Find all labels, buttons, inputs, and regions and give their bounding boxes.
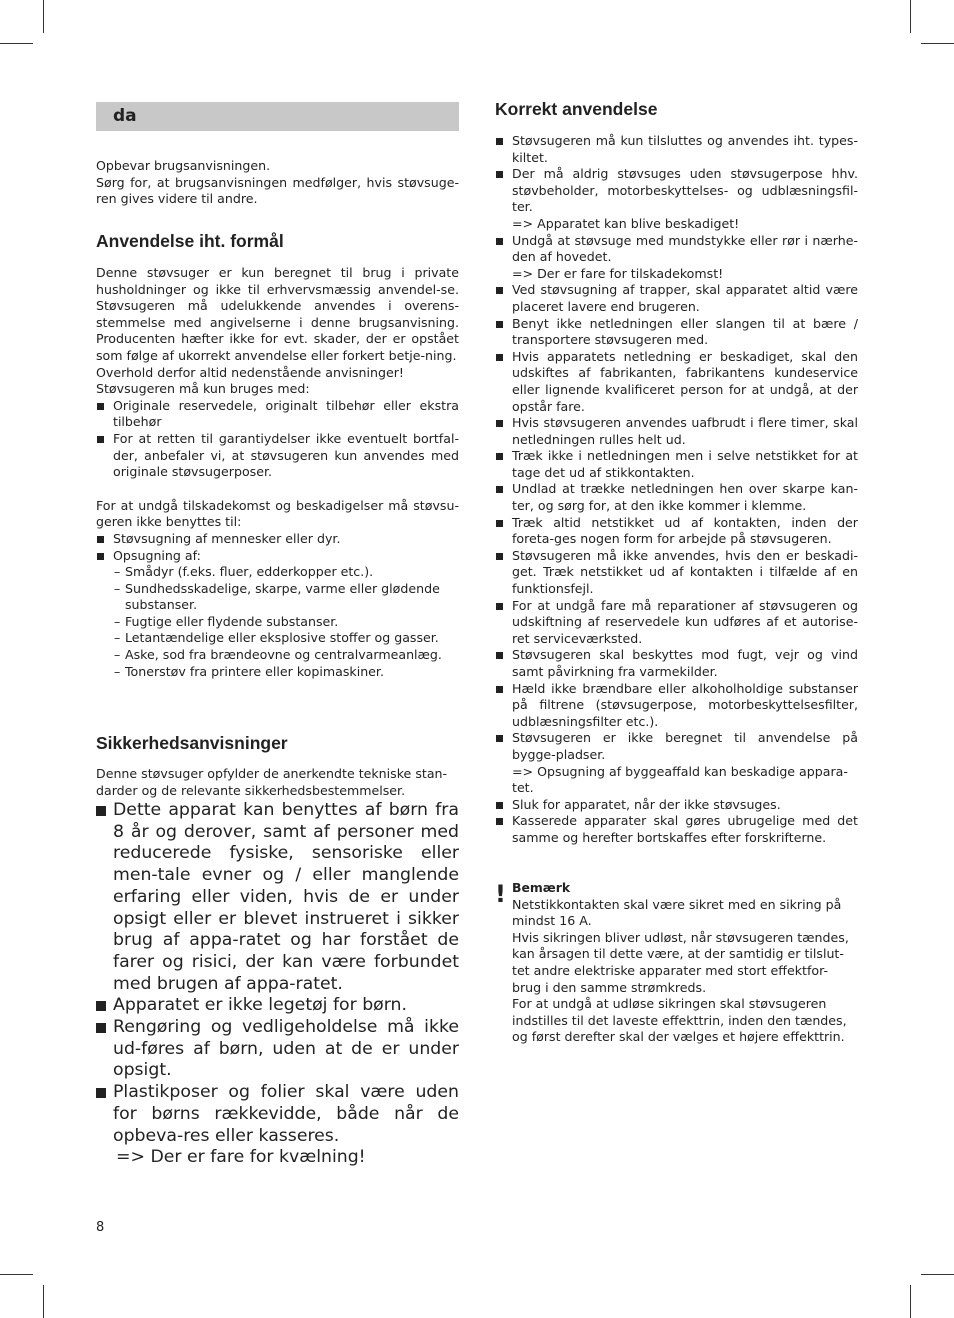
note-text: For at undgå at udløse sikringen skal støvsugeren indstilles til det laveste effekttrin, inden den tændes, og først derefter skal der vælges et højere effekttrin. [512, 996, 847, 1045]
intro-line: Opbevar brugsanvisningen. [96, 158, 271, 173]
list-item: Dette apparat kan benyttes af børn fra 8 år og derover, samt af personer med reducerede fysiske, sensoriske eller men-tale evner og / eller manglende erfaring eller viden, hvis de er under opsigt eller er blevet instrueret i sikker brug af appa-ratet og har forstået de farer og risici, der kan være forbundet med brugen af appa-ratet. [96, 800, 459, 995]
dash-item: – Letantændelige eller eksplosive stoffer og gasser. [114, 630, 439, 646]
list-item-note: => Apparatet kan blive beskadiget! [512, 215, 740, 231]
crop-mark [43, 1285, 44, 1318]
list-item: Ved støvsugning af trapper, skal apparatet altid være placeret lavere end brugeren. [495, 282, 858, 315]
list-item: Støvsugning af mennesker eller dyr. [96, 531, 459, 548]
intro-line: Sørg for, at brugsanvisningen medfølger, hvis støvsuge-ren gives videre til andre. [96, 174, 459, 207]
section2-intro [96, 766, 459, 799]
page-number: 8 [96, 1220, 105, 1235]
dash-item: – Tonerstøv fra printere eller kopimaskiner. [114, 663, 384, 679]
crop-mark [921, 43, 954, 44]
crop-mark [43, 0, 44, 33]
warning-note: => Der er fare for kvælning! [116, 1147, 366, 1168]
list-item: Sluk for apparatet, når der ikke støvsuges. [495, 797, 858, 814]
list-item: Benyt ikke netledningen eller slangen til at bære / transportere støvsugeren med. [495, 316, 858, 349]
list-item: Undgå at støvsuge med mundstykke eller rør i nærhe-den af hovedet. => Der er fare for tilskadekomst! [495, 233, 858, 283]
paragraph: Støvsugeren må kun bruges med: [96, 381, 310, 397]
note-text: Hvis sikringen bliver udløst, når støvsugeren tændes, kan årsagen til dette være, at der samtidig er tilslut-tet andre elektriske apparater med stort effektfor-brug i den samme strømkreds. [512, 929, 849, 995]
section-title: Sikkerhedsanvisninger [96, 733, 288, 753]
list-item: For at retten til garantiydelser ikke eventuelt bortfal-der, anbefaler vi, at støvsugeren kun anvendes med originale støvsugerposer. [96, 431, 459, 481]
list-item: Hvis støvsugeren anvendes uafbrudt i flere timer, skal netledningen rulles helt ud. [495, 415, 858, 448]
dash-item: – Sundhedsskadelige, skarpe, varme eller glødende substanser. [114, 580, 440, 613]
crop-mark [910, 1285, 911, 1318]
list-item: Opsugning af: [96, 548, 459, 565]
section-title: Anvendelse iht. formål [96, 231, 284, 251]
list-item: Apparatet er ikke legetøj for børn. [96, 995, 459, 1017]
list-item: Plastikposer og folier skal være uden for børns rækkevidde, både når de opbeva-res eller kasseres. [96, 1082, 459, 1147]
note-text: Netstikkontakten skal være sikret med en sikring på mindst 16 A. [512, 896, 842, 929]
list-item: Originale reservedele, originalt tilbehør eller ekstra tilbehør [96, 398, 459, 431]
dash-item: – Fugtige eller flydende substanser. [114, 613, 339, 629]
exclamation-icon: ! [495, 880, 506, 908]
crop-mark [0, 43, 33, 44]
list-item: Støvsugeren må kun tilsluttes og anvendes iht. types-kiltet. [495, 133, 858, 166]
list-item: Rengøring og vedligeholdelse må ikke ud-føres af børn, uden at de er under opsigt. [96, 1017, 459, 1082]
language-bar [96, 102, 459, 131]
list-item: Støvsugeren skal beskyttes mod fugt, vejr og vind samt påvirkning fra varmekilder. [495, 647, 858, 680]
list-item: Der må aldrig støvsuges uden støvsugerpose hhv. støvbeholder, motorbeskyttelses- og udblæsningsfil-ter. => Apparatet kan blive beskadiget! [495, 166, 858, 232]
list-item: Træk altid netstikket ud af kontakten, inden der foreta-ges nogen form for arbejde på støvsugeren. [495, 515, 858, 548]
paragraph: Denne støvsuger er kun beregnet til brug i private husholdninger og ikke til erhvervsmæssig anvendel-se. Støvsugeren må udelukkende anvendes i overens-stemmelse med angivelserne i denne brugsanvisning. Producenten hæfter ikke for evt. skader, der er opstået som følge af ukorrekt anvendelse eller forkert betje-ning. [96, 265, 459, 363]
section-title: Korrekt anvendelse [495, 99, 658, 119]
paragraph: For at undgå tilskadekomst og beskadigelser må støvsu-geren ikke benyttes til: [96, 497, 459, 530]
note-title: Bemærk [512, 880, 571, 895]
crop-mark [910, 0, 911, 33]
list-item-note: => Opsugning af byggeaffald kan beskadige appara-tet. [512, 763, 848, 796]
list-item: Kasserede apparater skal gøres ubrugelige med det samme og herefter bortskaffes efter forskrifterne. [495, 813, 858, 846]
list-item: For at undgå fare må reparationer af støvsugeren og udskiftning af reservedele kun udføres af et autorise-ret serviceværksted. [495, 598, 858, 648]
list-item: Hvis apparatets netledning er beskadiget, skal den udskiftes af fabrikanten, fabrikantens kundeservice eller lignende kvalificeret person for at undgå, at der opstår fare. [495, 349, 858, 415]
list-item: Støvsugeren må ikke anvendes, hvis den er beskadi-get. Træk netstikket ud af kontakten i tilfælde af en funktionsfejl. [495, 548, 858, 598]
list-item: Træk ikke i netledningen men i selve netstikket for at tage det ud af stikkontakten. [495, 448, 858, 481]
list-item-note: => Der er fare for tilskadekomst! [512, 265, 724, 281]
language-code: da [113, 106, 137, 126]
list-item: Hæld ikke brændbare eller alkoholholdige substanser på filtrene (støvsugerpose, motorbeskyttelsesfilter, udblæsningsfilter etc.). [495, 681, 858, 731]
intro-text [96, 158, 459, 208]
crop-mark [921, 1274, 954, 1275]
paragraph: Denne støvsuger opfylder de anerkendte tekniske stan-darder og de relevante sikkerhedsbestemmelser. [96, 766, 448, 798]
list-item: Støvsugeren er ikke beregnet til anvendelse på bygge-pladser. => Opsugning af byggeaffald kan beskadige appara-tet. [495, 730, 858, 796]
section3-list [495, 133, 858, 847]
paragraph: Overhold derfor altid nedenstående anvisninger! [96, 364, 404, 380]
section2-list [96, 800, 459, 1169]
crop-mark [0, 1274, 33, 1275]
dash-item: – Aske, sod fra brændeovne og centralvarmeanlæg. [114, 647, 442, 663]
dash-item: – Smådyr (f.eks. fluer, edderkopper etc.). [114, 564, 374, 580]
section1-body [96, 265, 459, 680]
list-item: Undlad at trække netledningen hen over skarpe kan-ter, og sørg for, at den ikke kommer i klemme. [495, 481, 858, 514]
